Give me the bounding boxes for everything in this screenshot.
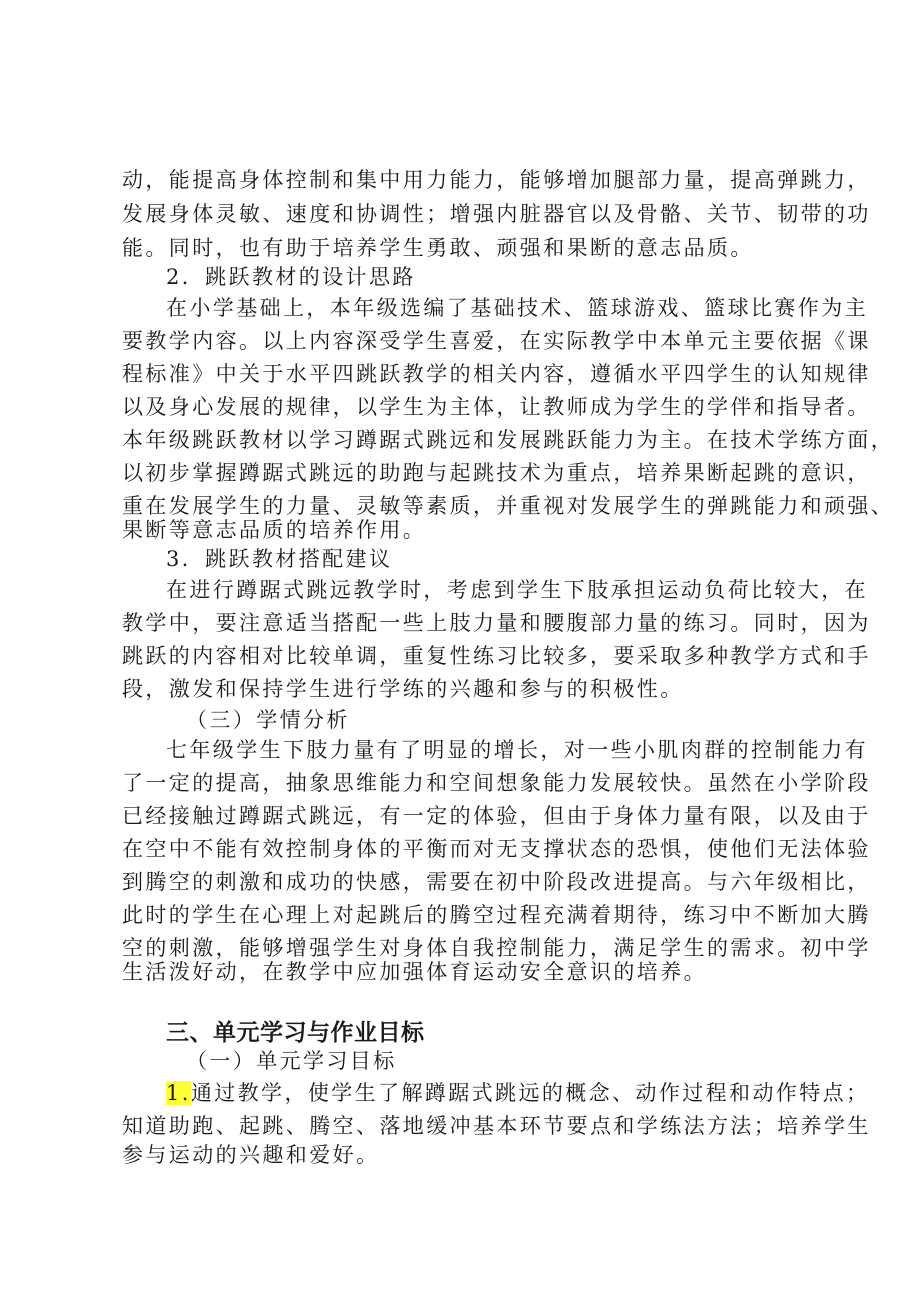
list-item-line: [166, 1078, 869, 1108]
paragraph-line: 到腾空的刺激和成功的快感，需要在初中阶段改进提高。与六年级相比，: [122, 870, 871, 894]
paragraph-line: 生活泼好动，在教学中应加强体育运动安全意识的培养。: [122, 960, 707, 984]
paragraph-line: 空的刺激，能够增强学生对身体自我控制能力，满足学生的需求。初中学: [122, 936, 871, 960]
paragraph-line: 能。同时，也有助于培养学生勇敢、顽强和果断的意志品质。: [122, 236, 754, 260]
list-item-line: 参与运动的兴趣和爱好。: [122, 1143, 380, 1167]
paragraph-line: 教学中，要注意适当搭配一些上肢力量和腰腹部力量的练习。同时，因为: [122, 611, 871, 635]
paragraph-line: 了一定的提高，抽象思维能力和空间想象能力发展较快。虽然在小学阶段: [122, 771, 871, 795]
paragraph-line: 在进行蹲踞式跳远教学时，考虑到学生下肢承担运动负荷比较大，在: [166, 578, 868, 602]
paragraph-line: 跳跃的内容相对比较单调，重复性练习比较多，要采取多种教学方式和手: [122, 644, 871, 668]
section-heading: 三、单元学习与作业目标: [166, 1020, 425, 1046]
paragraph-line: 程标准》中关于水平四跳跃教学的相关内容，遵循水平四学生的认知规律: [122, 362, 871, 386]
paragraph-line: 此时的学生在心理上对起跳后的腾空过程充满着期待，练习中不断加大腾: [122, 903, 871, 927]
paragraph-line: 在空中不能有效控制身体的平衡而对无支撑状态的恐惧，使他们无法体验: [122, 837, 871, 861]
subsection-title: 3．跳跃教材搭配建议: [166, 547, 393, 571]
paragraph-line: 已经接触过蹲踞式跳远，有一定的体验，但由于身体力量有限，以及由于: [122, 804, 871, 828]
section-subtitle: （一）单元学习目标: [186, 1049, 397, 1073]
paragraph-line: 本年级跳跃教材以学习蹲踞式跳远和发展跳跃能力为主。在技术学练方面，: [122, 428, 895, 452]
paragraph-line: 七年级学生下肢力量有了明显的增长，对一些小肌肉群的控制能力有: [166, 738, 868, 762]
item-number: 1.: [166, 1081, 191, 1105]
paragraph-line: 动，能提高身体控制和集中用力能力，能够增加腿部力量，提高弹跳力，: [122, 168, 871, 192]
paragraph-line: 果断等意志品质的培养作用。: [122, 518, 427, 542]
item-text: 通过教学，使学生了解蹲踞式跳远的概念、动作过程和动作特点；: [190, 1081, 870, 1105]
paragraph-line: 要教学内容。以上内容深受学生喜爱，在实际教学中本单元主要依据《课: [122, 329, 871, 353]
paragraph-line: 以及身心发展的规律，以学生为主体，让教师成为学生的学伴和指导者。: [122, 395, 871, 419]
paragraph-line: 发展身体灵敏、速度和协调性；增强内脏器官以及骨骼、关节、韧带的功: [122, 202, 871, 226]
paragraph-line: 重在发展学生的力量、灵敏等素质，并重视对发展学生的弹跳能力和顽强、: [122, 494, 895, 518]
paragraph-line: 段，激发和保持学生进行学练的兴趣和参与的积极性。: [122, 677, 684, 701]
paragraph-line: 以初步掌握蹲踞式跳远的助跑与起跳技术为重点，培养果断起跳的意识，: [122, 461, 871, 485]
subsection-title: 2．跳跃教材的设计思路: [166, 265, 416, 289]
section-subtitle: （三）学情分析: [186, 708, 350, 732]
list-item-line: 知道助跑、起跳、腾空、落地缓冲基本环节要点和学练法方法；培养学生: [122, 1114, 871, 1138]
paragraph-line: 在小学基础上，本年级选编了基础技术、篮球游戏、篮球比赛作为主: [166, 296, 868, 320]
